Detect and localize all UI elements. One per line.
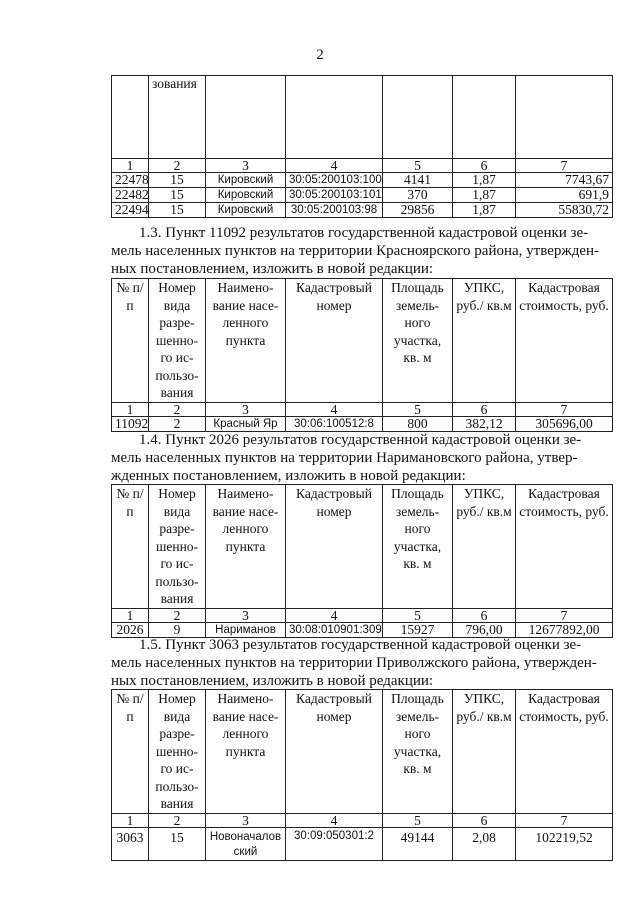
table-section-1-3	[111, 278, 613, 432]
column-number-row: 1 2 3 4 5 6 7	[112, 608, 613, 622]
section-1-5-text: 1.5. Пункт 3063 результатов государственной кадастровой оценки зе- мель населенных пунктов на территории Приволжского района, утвержден- ных постановлением, изложить в новой редакции:	[111, 637, 597, 689]
table-row: 2026 9 Нариманов 30:08:010901:309 15927 796,00 12677892,00	[112, 622, 613, 637]
table-row: 22494 15 Кировский 30:05:200103:98 29856 1,87 55830,72	[112, 203, 613, 218]
table-row: 3063 15 Новоначаловский 30:09:050301:2 49144 2,08 102219,52	[112, 827, 613, 860]
section-1-3-text: 1.3. Пункт 11092 результатов государственной кадастровой оценки зе- мель населенных пунктов на территории Красноярского района, утвержден- ных постановлением, изложить в новой редакции:	[111, 225, 600, 277]
table-header-row: № п/п Номер вида разре-шенно-го ис-пользо-вания Наимено-вание насе-ленного пункта Кадастровый номер Площадь земель-ного участка, кв. м УПКС, руб./ кв.м Кадастровая стоимость, руб.	[112, 485, 613, 609]
table-header-row: № п/п Номер вида разре-шенно-го ис-пользо-вания Наимено-вание насе-ленного пункта Кадастровый номер Площадь земель-ного участка, кв. м УПКС, руб./ кв.м Кадастровая стоимость, руб.	[112, 690, 613, 814]
page-number: 2	[316, 47, 324, 63]
section-1-4-text: 1.4. Пункт 2026 результатов государственной кадастровой оценки зе- мель населенных пунктов на территории Наримановского района, утвер- жденных постановлением, изложить в новой редакции:	[111, 432, 582, 484]
column-number-row: 1 2 3 4 5 6 7	[112, 402, 613, 416]
table-row: 22478 15 Кировский 30:05:200103:100 4141 1,87 7743,67	[112, 173, 613, 188]
column-number-row: 1 2 3 4 5 6 7	[112, 159, 613, 173]
column-number-row: 1 2 3 4 5 6 7	[112, 813, 613, 827]
table-row: 22482 15 Кировский 30:05:200103:101 370 1,87 691,9	[112, 188, 613, 203]
header-cell: зования	[149, 76, 206, 159]
table-section-1-4	[111, 484, 613, 638]
table-section-1-5	[111, 689, 613, 861]
table-header-row	[112, 76, 613, 159]
table-row: 11092 2 Красный Яр 30:06:100512:8 800 382,12 305696,00	[112, 416, 613, 431]
table-continuation	[111, 75, 613, 218]
table-header-row: № п/п Номер вида разре-шенно-го ис-пользо-вания Наимено-вание насе-ленного пункта Кадастровый номер Площадь земель-ного участка, кв. м УПКС, руб./ кв.м Кадастровая стоимость, руб.	[112, 279, 613, 403]
